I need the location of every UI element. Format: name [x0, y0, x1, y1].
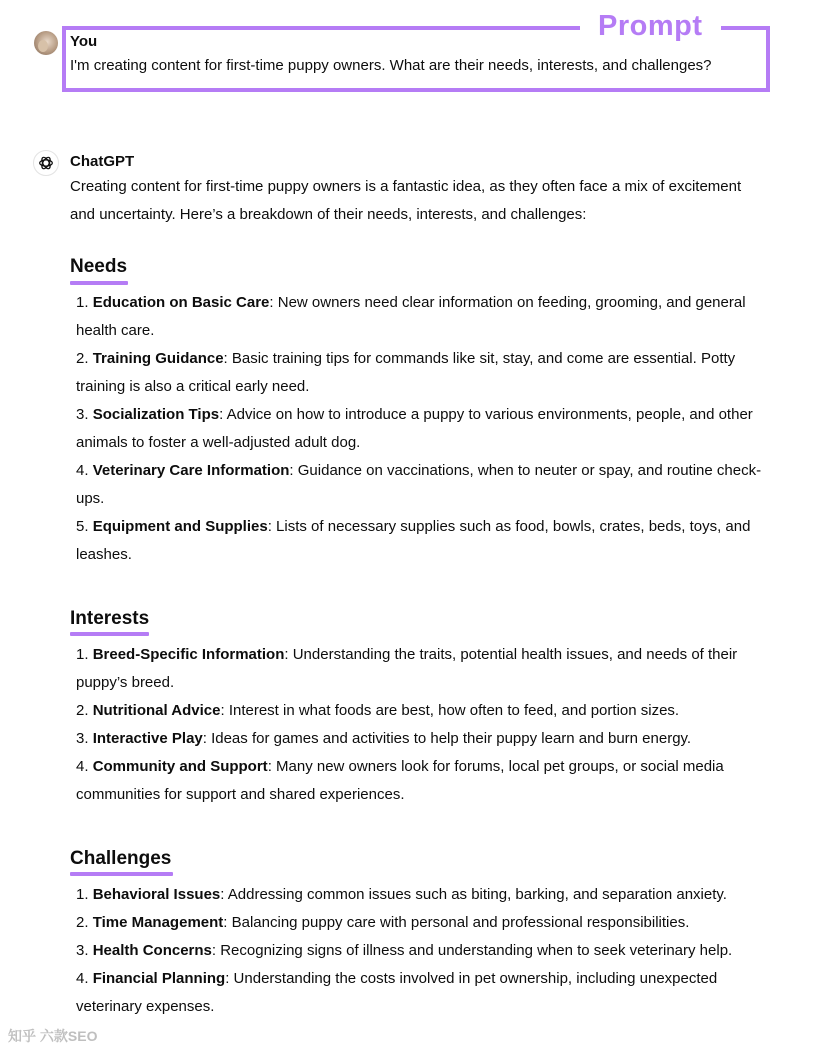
assistant-name: ChatGPT [70, 153, 135, 170]
heading-underline-challenges [70, 872, 173, 876]
watermark: 知乎 六款SEO [8, 1028, 98, 1044]
prompt-annotation-label: Prompt [580, 6, 721, 46]
assistant-intro: Creating content for first-time puppy owners is a fantastic idea, as they often face a mix of excitement and uncertainty. Here’s a breakdown of their needs, interests, and challenges: [70, 178, 742, 223]
list-item: 2. Nutritional Advice: Interest in what foods are best, how often to feed, and portion sizes. [76, 702, 680, 719]
list-item: 5. Equipment and Supplies: Lists of necessary supplies such as food, bowls, crates, beds, toys, and leashes. [76, 518, 751, 563]
section-heading-challenges: Challenges [70, 848, 172, 869]
heading-underline-needs [70, 281, 128, 285]
list-item: 4. Community and Support: Many new owners look for forums, local pet groups, or social media communities for support and shared experiences. [76, 758, 724, 803]
user-message: I'm creating content for first-time puppy owners. What are their needs, interests, and challenges? [70, 57, 712, 74]
needs-list [76, 289, 766, 569]
list-item: 1. Education on Basic Care: New owners need clear information on feeding, grooming, and general health care. [76, 294, 746, 339]
section-heading-interests: Interests [70, 608, 150, 629]
list-item: 3. Interactive Play: Ideas for games and activities to help their puppy learn and burn energy. [76, 730, 692, 747]
challenges-list [76, 881, 766, 1021]
list-item: 4. Financial Planning: Understanding the costs involved in pet ownership, including unexpected veterinary expenses. [76, 970, 718, 1015]
list-item: 3. Health Concerns: Recognizing signs of illness and understanding when to seek veterinary help. [76, 942, 733, 959]
list-item: 1. Behavioral Issues: Addressing common issues such as biting, barking, and separation anxiety. [76, 886, 727, 903]
section-heading-needs: Needs [70, 256, 128, 277]
list-item: 2. Time Management: Balancing puppy care with personal and professional responsibilities. [76, 914, 690, 931]
list-item: 2. Training Guidance: Basic training tips for commands like sit, stay, and come are essential. Potty training is also a critical early need. [76, 350, 736, 395]
user-avatar [34, 31, 58, 55]
chatgpt-logo-icon [33, 150, 59, 176]
list-item: 4. Veterinary Care Information: Guidance on vaccinations, when to neuter or spay, and routine check-ups. [76, 462, 762, 507]
heading-underline-interests [70, 632, 149, 636]
list-item: 3. Socialization Tips: Advice on how to introduce a puppy to various environments, people, and other animals to foster a well-adjusted adult dog. [76, 406, 753, 451]
interests-list [76, 641, 766, 809]
list-item: 1. Breed-Specific Information: Understanding the traits, potential health issues, and needs of their puppy’s breed. [76, 646, 738, 691]
user-name: You [70, 33, 98, 50]
